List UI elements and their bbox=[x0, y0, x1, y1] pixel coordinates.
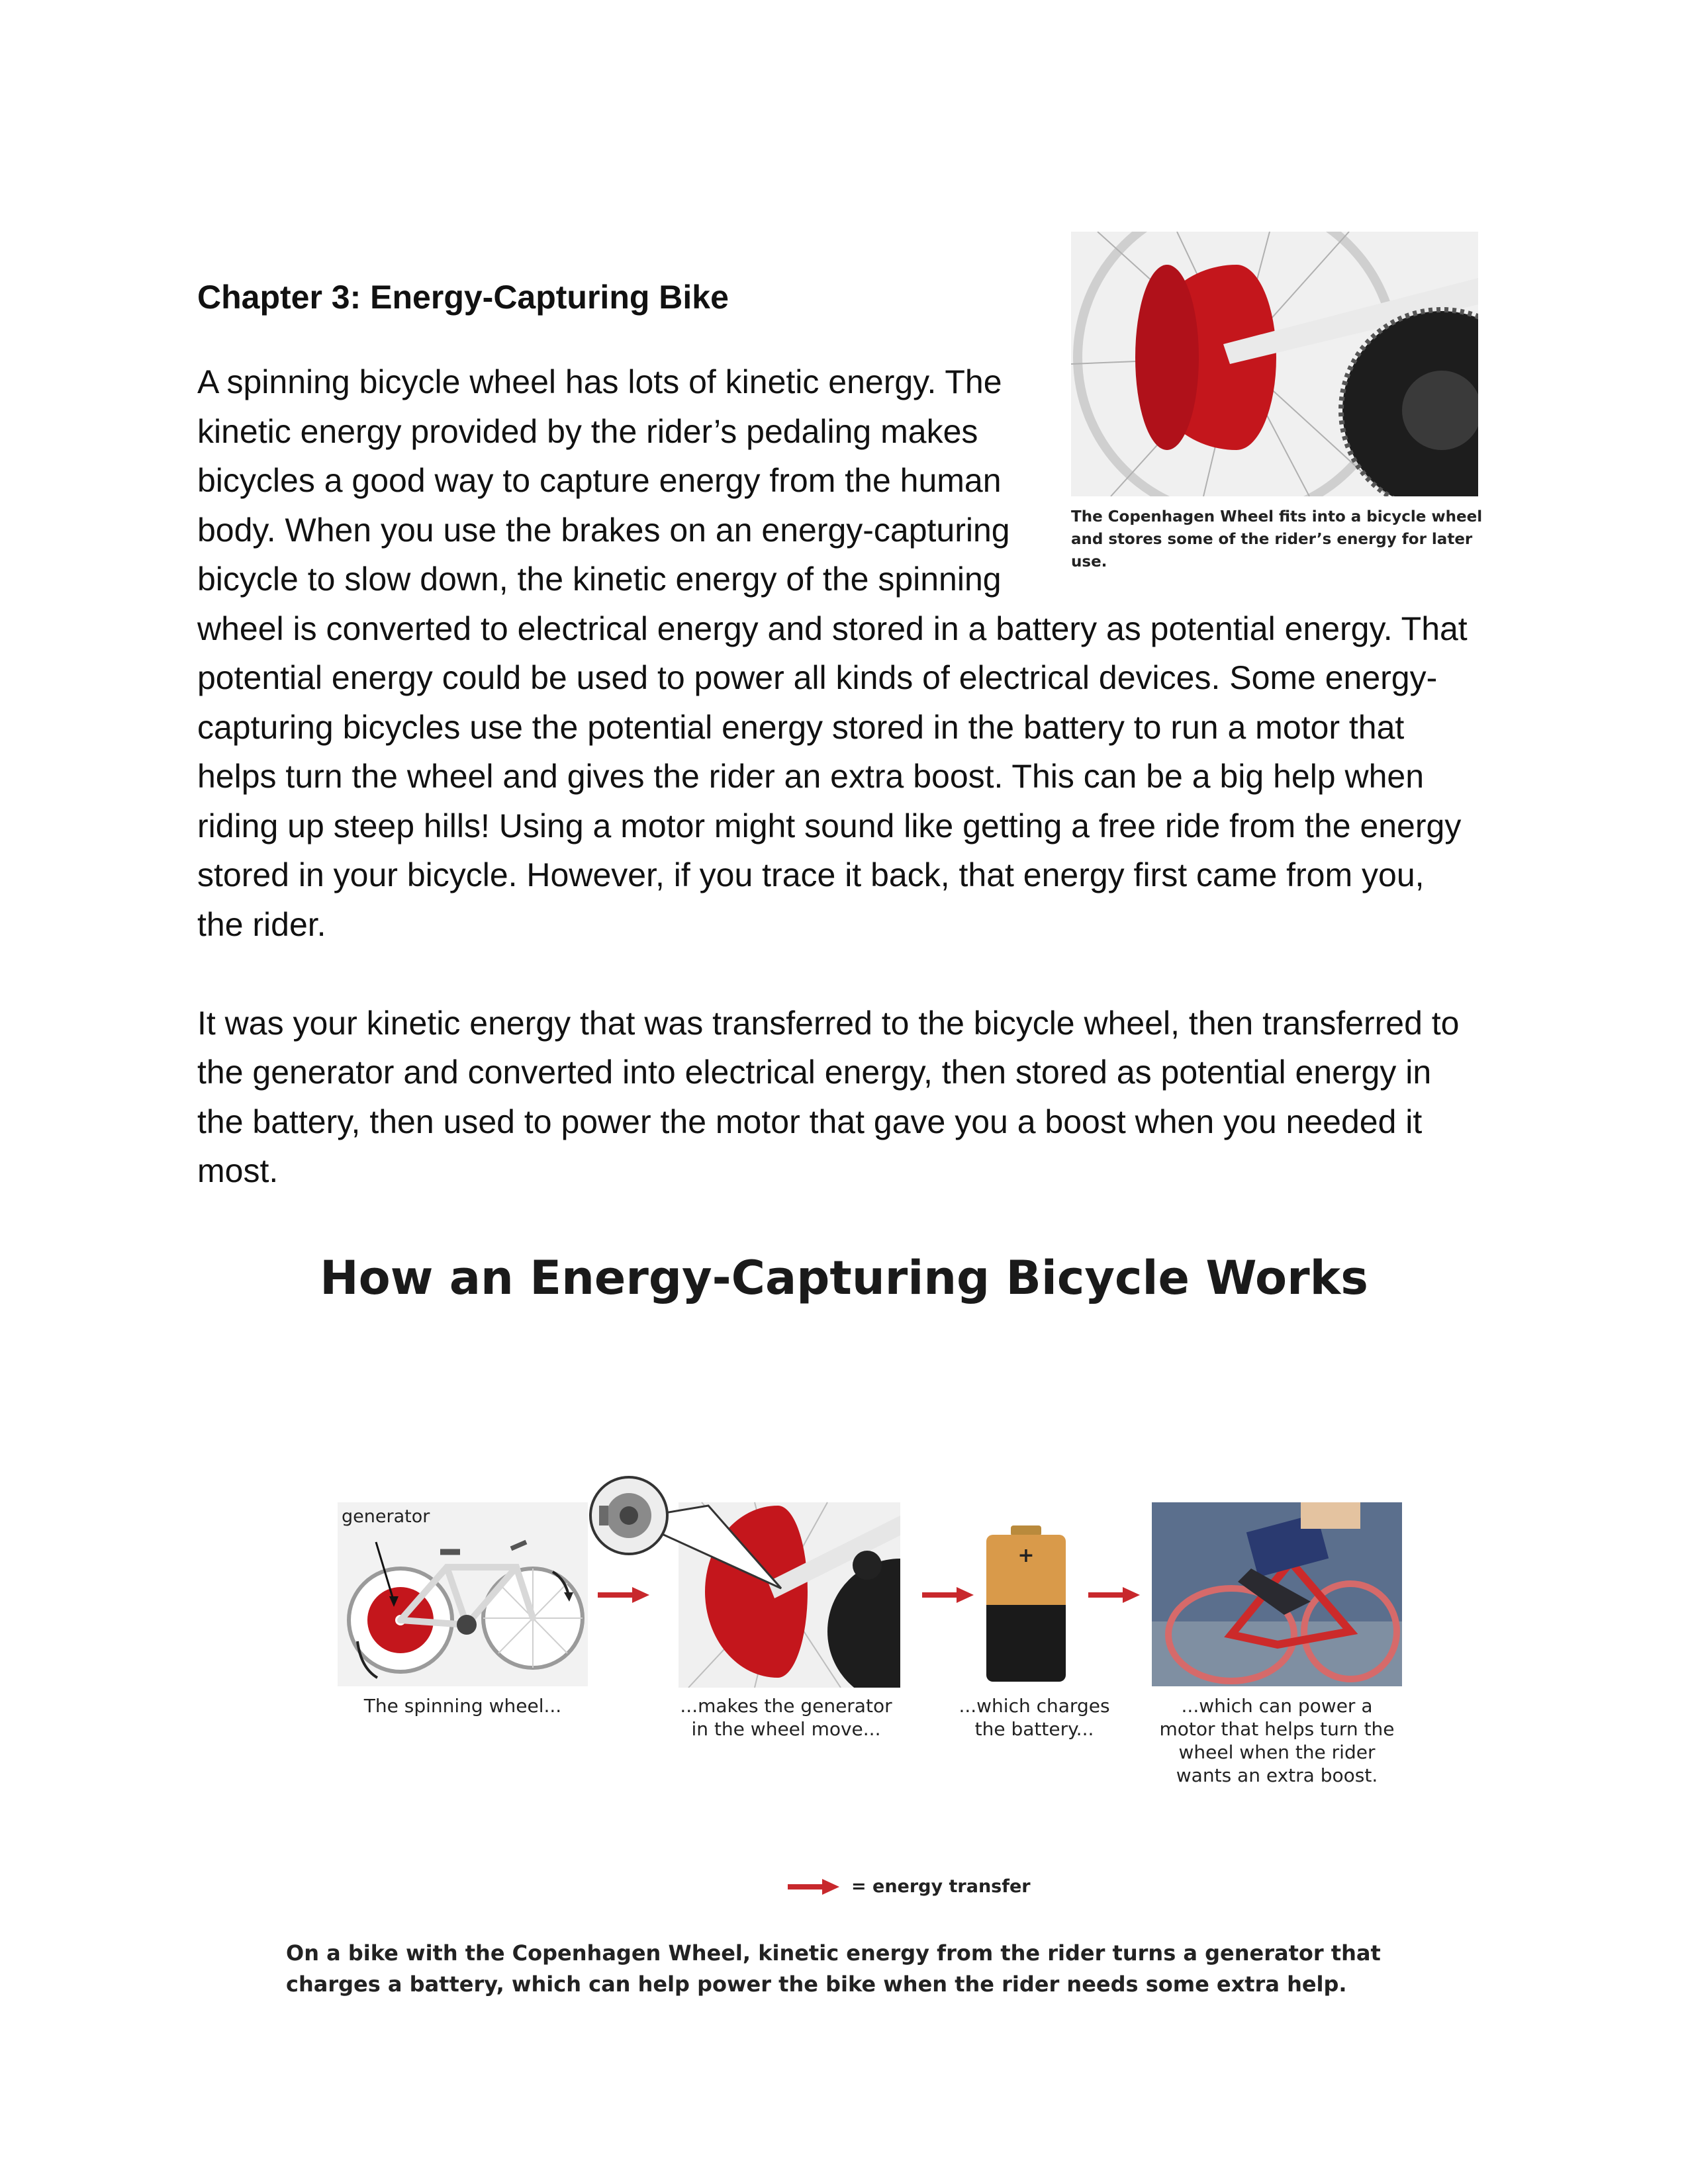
battery-icon bbox=[983, 1525, 1069, 1684]
step-4-caption: ...which can power a motor that helps turn the wheel when the rider wants an extra boost. bbox=[1159, 1695, 1395, 1786]
paragraph-2: It was your kinetic energy that was transferred to the bicycle wheel, then transferred to the generator and converted into electrical energy, then stored as potential energy in the battery, then used to power the motor that gave you a boost when you needed it most. bbox=[197, 1004, 1460, 1189]
paragraph-1: A spinning bicycle wheel has lots of kinetic energy. The kinetic energy provided by the rider’s pedaling makes bicycles a good way to capture energy from the human body. When you use the brakes on an energy-capturing bicycle to slow down, the kinetic energy of the spinning wheel is converted to electrical energy and stored in a battery as potential energy. That potential energy could be used to power all kinds of electrical devices. Some energy-capturing bicycles use the potential energy stored in the battery to run a motor that helps turn the wheel and gives the rider an extra boost. This can be a big help when riding up steep hills! Using a motor might sound like getting a free ride from the energy stored in your bicycle. However, if you trace it back, that energy first came from you, the rider. bbox=[197, 363, 1468, 943]
bicycle-photo bbox=[338, 1502, 588, 1686]
step-2-caption: ...makes the generator in the wheel move... bbox=[680, 1695, 892, 1740]
step-1-caption: The spinning wheel... bbox=[363, 1695, 562, 1717]
top-figure bbox=[1071, 232, 1495, 573]
energy-transfer-arrow-2 bbox=[922, 1587, 974, 1603]
chapter-heading: Chapter 3: Energy-Capturing Bike bbox=[197, 279, 729, 316]
generator-closeup-photo bbox=[589, 1466, 900, 1688]
battery-plus-sign: + bbox=[1017, 1544, 1035, 1567]
legend-label: = energy transfer bbox=[851, 1876, 1031, 1897]
legend-arrow-icon bbox=[788, 1879, 839, 1895]
step-3-caption: ...which charges the battery... bbox=[959, 1695, 1110, 1740]
top-figure-caption: The Copenhagen Wheel fits into a bicycle wheel and stores some of the rider’s energy for later use. bbox=[1071, 508, 1483, 570]
generator-label: generator bbox=[342, 1506, 430, 1527]
diagram-caption: On a bike with the Copenhagen Wheel, kinetic energy from the rider turns a generator that charges a battery, which can help power the bike when the rider needs some extra help. bbox=[286, 1940, 1381, 1997]
rider-photo bbox=[1152, 1502, 1402, 1686]
copenhagen-wheel-photo bbox=[1071, 232, 1478, 496]
legend bbox=[788, 1876, 1031, 1897]
diagram-title: How an Energy-Capturing Bicycle Works bbox=[320, 1251, 1368, 1305]
energy-transfer-arrow-3 bbox=[1088, 1587, 1140, 1603]
chapter-body bbox=[197, 357, 1483, 1196]
